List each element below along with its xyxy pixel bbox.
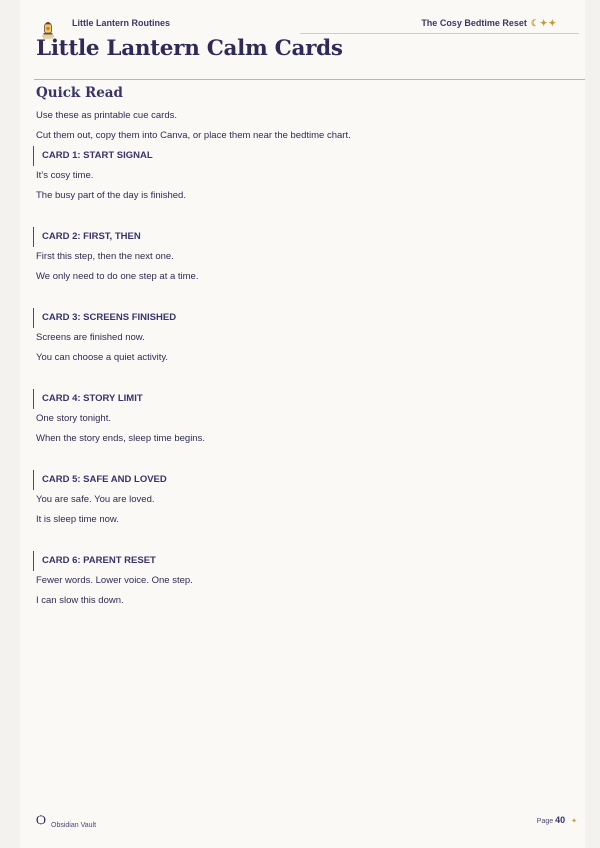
card-line: We only need to do one step at a time. bbox=[36, 271, 199, 282]
page-label: Page bbox=[536, 818, 554, 825]
moon-stars-icon: ☾✦✦ bbox=[530, 18, 557, 28]
cue-card bbox=[36, 231, 556, 291]
card-title: CARD 2: FIRST, THEN bbox=[36, 231, 556, 251]
card-line: It is sleep time now. bbox=[36, 514, 119, 525]
header-series-title bbox=[421, 18, 557, 29]
card-title: CARD 5: SAFE AND LOVED bbox=[36, 474, 556, 494]
page-title: Little Lantern Calm Cards bbox=[36, 36, 343, 61]
spacer bbox=[36, 210, 556, 231]
card-title: CARD 6: PARENT RESET bbox=[36, 555, 556, 575]
intro-paragraph: Cut them out, copy them into Canva, or place them near the bedtime chart. bbox=[36, 130, 351, 141]
card-title: CARD 4: STORY LIMIT bbox=[36, 393, 556, 413]
card-title: CARD 1: START SIGNAL bbox=[36, 150, 556, 170]
card-line: You are safe. You are loved. bbox=[36, 494, 155, 505]
card-line: You can choose a quiet activity. bbox=[36, 352, 169, 363]
spacer bbox=[36, 291, 556, 312]
spacer bbox=[36, 534, 556, 555]
intro-paragraph: Use these as printable cue cards. bbox=[36, 110, 177, 121]
card-line: Screens are finished now. bbox=[36, 332, 145, 343]
series-title-text: The Cosy Bedtime Reset bbox=[421, 18, 527, 28]
header-brand: Little Lantern Routines bbox=[72, 18, 171, 28]
footer-brand: Obsidian Vault bbox=[51, 822, 97, 829]
card-title: CARD 3: SCREENS FINISHED bbox=[36, 312, 556, 332]
card-line: When the story ends, sleep time begins. bbox=[36, 433, 205, 444]
card-line: Fewer words. Lower voice. One step. bbox=[36, 575, 193, 586]
title-divider bbox=[34, 79, 585, 80]
page-number-value: 40 bbox=[555, 815, 566, 825]
section-heading: Quick Read bbox=[36, 85, 123, 101]
card-line: I can slow this down. bbox=[36, 595, 124, 606]
page-header bbox=[20, 14, 585, 36]
card-line: It’s cosy time. bbox=[36, 170, 94, 181]
star-icon: ✦ bbox=[571, 818, 577, 825]
content-body bbox=[36, 110, 556, 615]
header-divider bbox=[300, 33, 579, 34]
spacer bbox=[36, 453, 556, 474]
card-line: The busy part of the day is finished. bbox=[36, 190, 186, 201]
card-line: One story tonight. bbox=[36, 413, 111, 424]
page-number bbox=[537, 815, 577, 825]
cue-card bbox=[36, 312, 556, 372]
cue-card bbox=[36, 150, 556, 210]
cue-card bbox=[36, 555, 556, 615]
obsidian-vault-logo-icon: Ѻ bbox=[36, 813, 46, 828]
document-page bbox=[20, 0, 585, 848]
cue-card bbox=[36, 474, 556, 534]
cue-card bbox=[36, 393, 556, 453]
spacer bbox=[36, 372, 556, 393]
card-line: First this step, then the next one. bbox=[36, 251, 174, 262]
